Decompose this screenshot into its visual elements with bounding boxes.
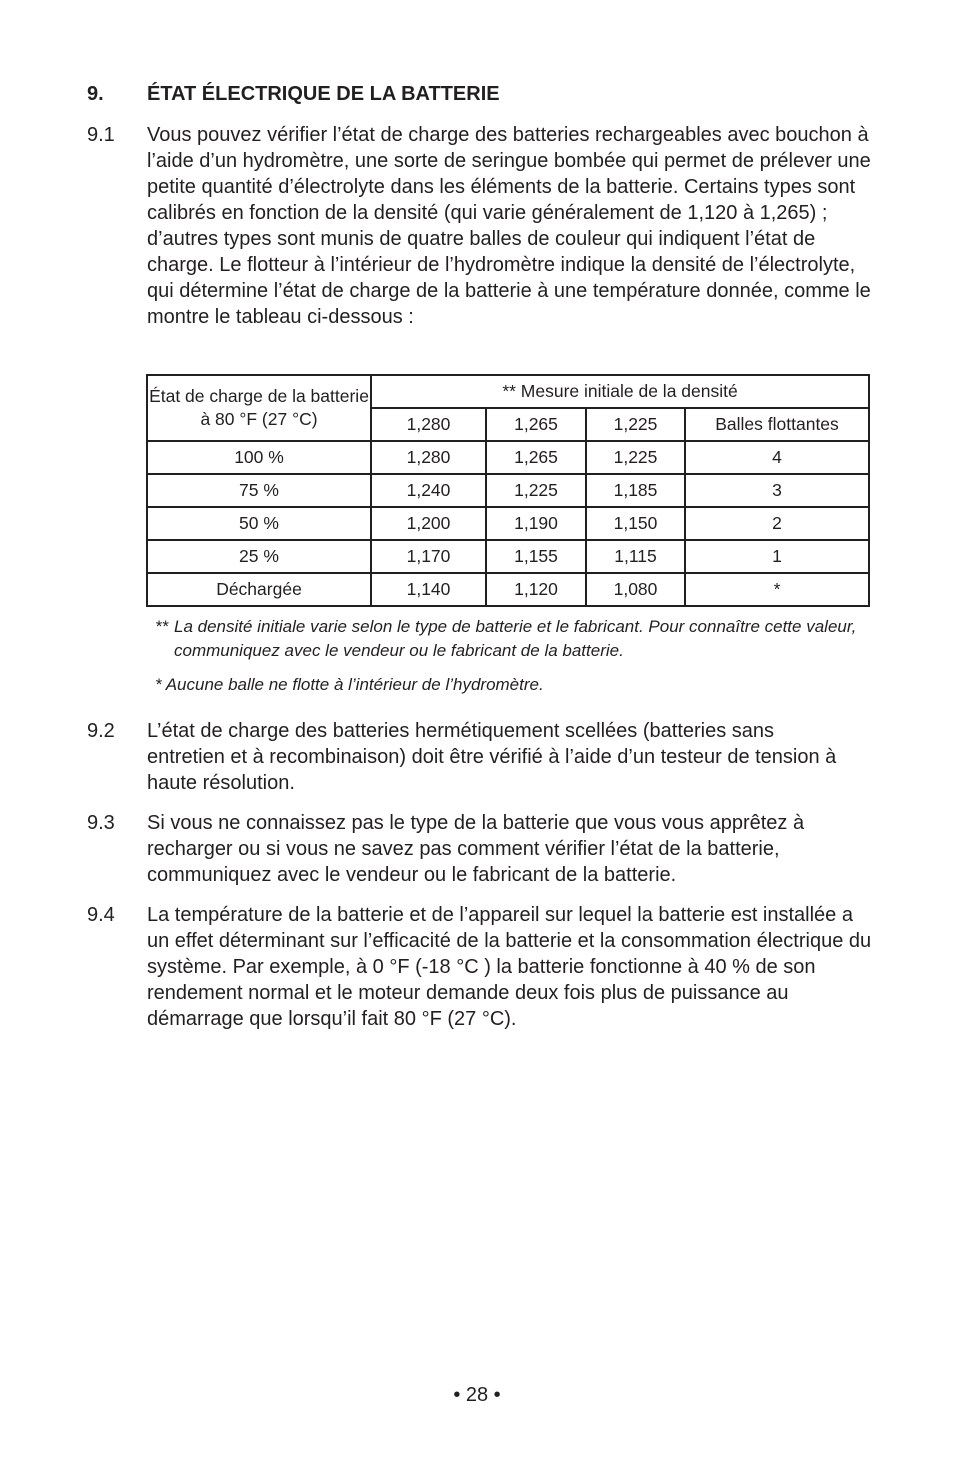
paragraph-text: Si vous ne connaissez pas le type de la batterie que vous vous apprêtez à recharger ou si vous ne savez pas comment vérifier l’état de la batterie, communiquez avec le vendeur ou le fabricant de la batterie. bbox=[147, 812, 805, 886]
footnote-marker: ** bbox=[155, 617, 169, 636]
table-cell: 1,140 bbox=[371, 573, 486, 606]
section-number: 9. bbox=[87, 83, 104, 105]
paragraph-number: 9.4 bbox=[87, 904, 115, 926]
table-cell: 25 % bbox=[147, 540, 371, 573]
paragraph-text: L’état de charge des batteries hermétiquement scellées (batteries sans entretien et à recombinaison) doit être vérifié à l’aide d’un testeur de tension à haute résolution. bbox=[147, 720, 837, 794]
table-cell: 1,185 bbox=[586, 474, 685, 507]
section-heading bbox=[87, 83, 500, 106]
table-cell: * bbox=[685, 573, 869, 606]
density-table-container bbox=[146, 374, 868, 607]
group-header-cell: ** Mesure initiale de la densité bbox=[371, 375, 869, 408]
column-header: Balles flottantes bbox=[685, 408, 869, 441]
table-row bbox=[147, 573, 869, 606]
density-table bbox=[146, 374, 870, 607]
table-cell: 1,170 bbox=[371, 540, 486, 573]
row-header-cell: État de charge de la batterie à 80 °F (27 °C) bbox=[147, 375, 371, 441]
table-cell: 75 % bbox=[147, 474, 371, 507]
column-header: 1,280 bbox=[371, 408, 486, 441]
section-title: ÉTAT ÉLECTRIQUE DE LA BATTERIE bbox=[147, 83, 500, 105]
table-cell: 1,120 bbox=[486, 573, 586, 606]
paragraph-9-4 bbox=[87, 902, 872, 1032]
column-header: 1,225 bbox=[586, 408, 685, 441]
table-cell: 100 % bbox=[147, 441, 371, 474]
footnote-density bbox=[155, 615, 864, 663]
paragraph-9-2 bbox=[87, 718, 847, 796]
column-header: 1,265 bbox=[486, 408, 586, 441]
table-row bbox=[147, 441, 869, 474]
table-cell: 1,080 bbox=[586, 573, 685, 606]
table-cell: 3 bbox=[685, 474, 869, 507]
table-cell: 1,225 bbox=[486, 474, 586, 507]
table-cell: 1,150 bbox=[586, 507, 685, 540]
paragraph-number: 9.2 bbox=[87, 720, 115, 742]
paragraph-number: 9.1 bbox=[87, 124, 115, 146]
paragraph-text: La température de la batterie et de l’appareil sur lequel la batterie est installée a un effet déterminant sur l’efficacité de la batterie et la consommation électrique du système. Par exemple, à 0 °F (-18 °C ) la batterie fonctionne à 40 % de son rendement normal et le moteur demande deux fois plus de puissance au démarrage que lorsqu’il fait 80 °F (27 °C). bbox=[147, 904, 872, 1030]
table-cell: 1,190 bbox=[486, 507, 586, 540]
table-cell: Déchargée bbox=[147, 573, 371, 606]
table-cell: 1,115 bbox=[586, 540, 685, 573]
table-cell: 4 bbox=[685, 441, 869, 474]
paragraph-9-3 bbox=[87, 810, 862, 888]
table-cell: 1,155 bbox=[486, 540, 586, 573]
page-number: • 28 • bbox=[453, 1384, 501, 1406]
table-cell: 1,225 bbox=[586, 441, 685, 474]
table-cell: 1 bbox=[685, 540, 869, 573]
paragraph-text: Vous pouvez vérifier l’état de charge des batteries rechargeables avec bouchon à l’aide d’un hydromètre, une sorte de seringue bombée qui permet de prélever une petite quantité d’électrolyte dans les éléments de la batterie. Certains types sont calibrés en fonction de la densité (qui varie généralement de 1,120 à 1,265) ; d’autres types sont munis de quatre balles de couleur qui indiquent l’état de charge. Le flotteur à l’intérieur de l’hydromètre indique la densité de l’électrolyte, qui détermine l’état de charge de la batterie à une température donnée, comme le montre le tableau ci-dessous : bbox=[147, 124, 871, 328]
table-cell: 1,240 bbox=[371, 474, 486, 507]
table-cell: 50 % bbox=[147, 507, 371, 540]
table-cell: 1,265 bbox=[486, 441, 586, 474]
footnote-balls: * Aucune balle ne flotte à l’intérieur de l’hydromètre. bbox=[155, 675, 544, 694]
table-row bbox=[147, 474, 869, 507]
table-cell: 1,200 bbox=[371, 507, 486, 540]
paragraph-9-1 bbox=[87, 122, 872, 330]
table-row bbox=[147, 540, 869, 573]
table-row bbox=[147, 507, 869, 540]
table-cell: 2 bbox=[685, 507, 869, 540]
paragraph-number: 9.3 bbox=[87, 812, 115, 834]
footnote-text: La densité initiale varie selon le type de batterie et le fabricant. Pour connaître cette valeur, communiquez avec le vendeur ou le fabricant de la batterie. bbox=[174, 617, 857, 660]
table-cell: 1,280 bbox=[371, 441, 486, 474]
